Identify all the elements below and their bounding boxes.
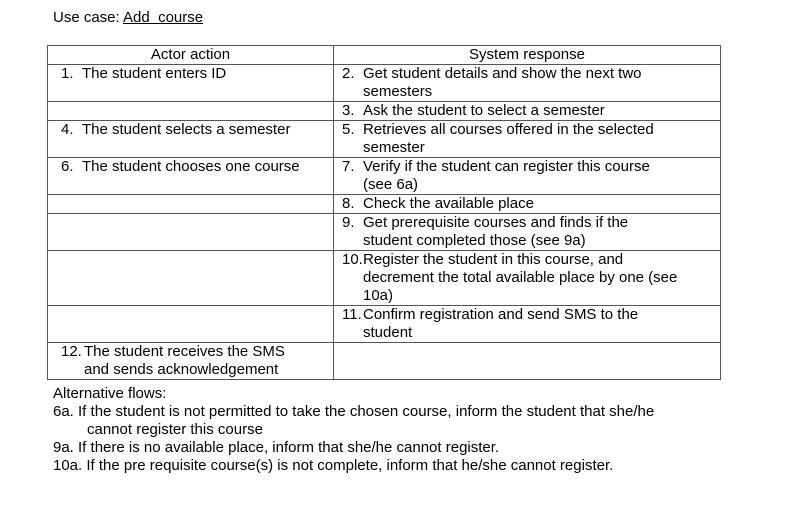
step-number: 2. xyxy=(342,65,355,82)
step-number: 6. xyxy=(61,158,74,175)
step-number: 3. xyxy=(342,102,355,119)
table-row xyxy=(48,251,721,306)
table-row xyxy=(48,306,721,343)
system-cell xyxy=(334,158,721,195)
step-number: 1. xyxy=(61,65,74,82)
actor-action-header: Actor action xyxy=(48,46,334,65)
alternative-flows-title: Alternative flows: xyxy=(53,385,167,402)
step-text-cont: semester xyxy=(363,139,425,156)
alt-flow-item: 9a. If there is no available place, inform that she/he cannot register. xyxy=(53,439,500,456)
actor-cell xyxy=(48,306,334,343)
step-text: Retrieves all courses offered in the selected xyxy=(363,121,654,138)
table-row xyxy=(48,158,721,195)
actor-cell xyxy=(48,343,334,380)
actor-cell xyxy=(48,121,334,158)
table-header-row xyxy=(48,46,721,65)
step-text-cont: student completed those (see 9a) xyxy=(363,232,586,249)
step-text-cont: semesters xyxy=(363,83,433,100)
system-response-header: System response xyxy=(334,46,721,65)
system-cell xyxy=(334,121,721,158)
actor-cell xyxy=(48,158,334,195)
step-text: Verify if the student can register this course xyxy=(363,158,650,175)
system-cell xyxy=(334,214,721,251)
step-text: The student enters ID xyxy=(82,65,227,82)
system-cell xyxy=(334,102,721,121)
step-text: Ask the student to select a semester xyxy=(363,102,605,119)
table-row xyxy=(48,121,721,158)
actor-cell xyxy=(48,251,334,306)
step-text-cont: (see 6a) xyxy=(363,176,419,193)
step-number: 10. xyxy=(342,251,363,268)
step-number: 4. xyxy=(61,121,74,138)
table-row xyxy=(48,65,721,102)
use-case-table xyxy=(47,45,721,380)
step-text: The student receives the SMS xyxy=(84,343,285,360)
step-text: Confirm registration and send SMS to the xyxy=(363,306,639,323)
system-cell xyxy=(334,306,721,343)
alt-flow-text: 6a. If the student is not permitted to take the chosen course, inform the student that she/he xyxy=(53,403,655,420)
step-text-cont: student xyxy=(363,324,413,341)
system-cell xyxy=(334,65,721,102)
alt-flow-text-cont: cannot register this course xyxy=(87,421,263,438)
system-cell xyxy=(334,343,721,380)
step-text: Register the student in this course, and xyxy=(363,251,624,268)
step-number: 5. xyxy=(342,121,355,138)
step-number: 12. xyxy=(61,343,82,360)
step-number: 9. xyxy=(342,214,355,231)
step-number: 8. xyxy=(342,195,355,212)
use-case-title xyxy=(53,9,203,26)
actor-cell xyxy=(48,102,334,121)
use-case-label: Use case: xyxy=(53,9,120,26)
step-text-cont: 10a) xyxy=(363,287,394,304)
table-row xyxy=(48,195,721,214)
step-text-cont: decrement the total available place by one (see xyxy=(363,269,678,286)
system-cell xyxy=(334,195,721,214)
actor-cell xyxy=(48,195,334,214)
table-row xyxy=(48,214,721,251)
table-row xyxy=(48,102,721,121)
actor-cell xyxy=(48,65,334,102)
alt-flow-item xyxy=(53,403,753,439)
system-cell xyxy=(334,251,721,306)
alt-flow-item: 10a. If the pre requisite course(s) is not complete, inform that he/she cannot register. xyxy=(53,457,614,474)
step-text: The student selects a semester xyxy=(82,121,291,138)
step-number: 11. xyxy=(342,306,362,323)
use-case-name: Add course xyxy=(123,9,204,26)
table-row xyxy=(48,343,721,380)
actor-cell xyxy=(48,214,334,251)
step-text-cont: and sends acknowledgement xyxy=(84,361,279,378)
step-text: Get prerequisite courses and finds if the xyxy=(363,214,629,231)
step-number: 7. xyxy=(342,158,355,175)
step-text: Get student details and show the next two xyxy=(363,65,642,82)
step-text: Check the available place xyxy=(363,195,534,212)
alternative-flows xyxy=(53,385,753,475)
step-text: The student chooses one course xyxy=(82,158,300,175)
